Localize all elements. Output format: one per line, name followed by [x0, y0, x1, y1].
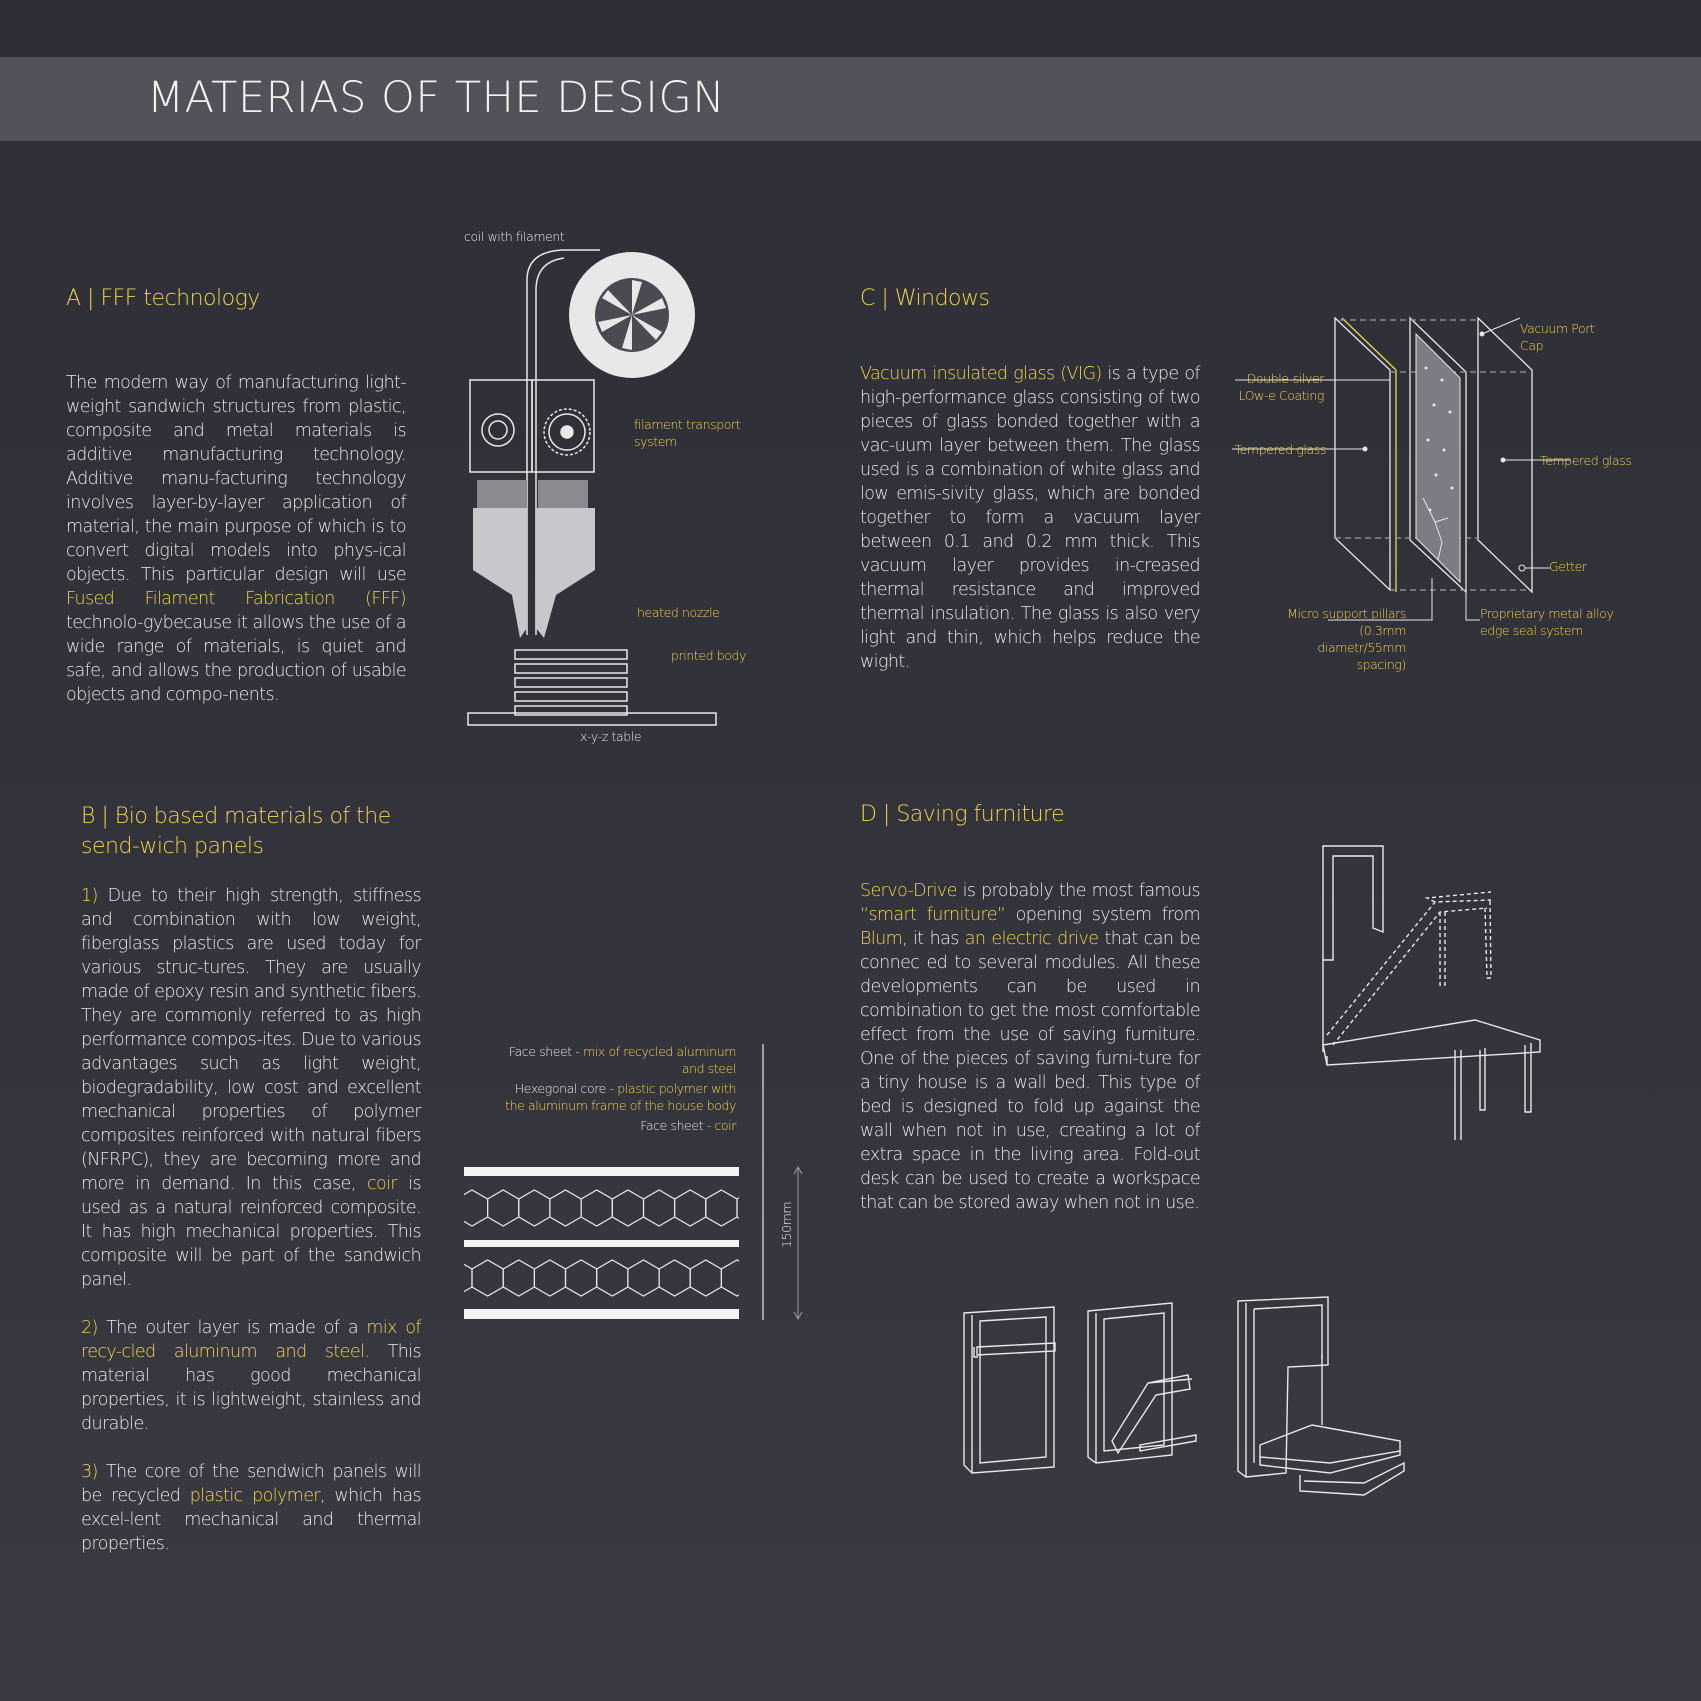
- hex-cell: [581, 1190, 612, 1226]
- section-b-p2: 2) The outer layer is made of a mix of recy-cled aluminum and steel. This material has good mechanical properties, it is lightweight, stainless and durable.: [81, 1318, 421, 1434]
- hex-cell: [472, 1260, 503, 1296]
- tempered-left-label: Tempered glass: [1234, 442, 1326, 457]
- section-a-text-post: technolo-gybecause it allows the use of a wide range of materials, is quiet and safe, and allows the production of usable objects and compo-nents.: [66, 613, 406, 705]
- hex-cell: [753, 1260, 784, 1296]
- transport-label: filament transport system: [634, 417, 741, 449]
- wall-bed-sequence-drawing: [960, 1295, 1410, 1515]
- hexagonal-core-label: Hexegonal core - plastic polymer with the aluminum frame of the house body: [505, 1081, 736, 1113]
- hex-cell: [441, 1260, 472, 1296]
- printed-label: printed body: [671, 648, 747, 663]
- hex-cell: [721, 1260, 752, 1296]
- hex-cell: [503, 1260, 534, 1296]
- hex-cell: [456, 1190, 487, 1226]
- hex-cell: [425, 1190, 456, 1226]
- title-banner: [0, 57, 1701, 141]
- vacuum-port-label: Vacuum Port Cap: [1520, 321, 1595, 353]
- table-label: x-y-z table: [580, 729, 642, 744]
- hex-cell: [706, 1190, 737, 1226]
- hex-cell: [534, 1260, 565, 1296]
- nozzle-label: heated nozzle: [637, 605, 720, 620]
- section-c-heading: C | Windows: [860, 286, 990, 311]
- fold-out-desk-drawing: [1315, 840, 1545, 1140]
- seal-label: Proprietary metal alloy edge seal system: [1480, 606, 1614, 638]
- coil-label: coil with filament: [464, 229, 565, 244]
- tempered-right-label: Tempered glass: [1540, 453, 1632, 468]
- fff-printer-diagram: [460, 240, 740, 740]
- page-title: MATERIAS OF THE DESIGN: [147, 73, 725, 123]
- section-a-highlight: Fused Filament Fabrication (FFF): [66, 589, 406, 609]
- section-d-text: Servo-Drive is probably the most famous “smart furniture” opening system from Blum, it has an electric drive that can be connec ed to several modules. All these developments can be used in combination to get the most comfortable effect from the use of saving furniture. One of the pieces of saving furni-ture for a tiny house is a wall bed. This type of bed is designed to fold up against the wall when not in use, creating a lot of extra space in the living area. Fold-out desk can be used to create a workspace that can be stored away when not in use.: [860, 881, 1201, 1213]
- sandwich-panel-diagram: [462, 1040, 812, 1330]
- hex-cell: [659, 1260, 690, 1296]
- dimension-label: 150mm: [779, 1201, 794, 1248]
- hex-cell: [550, 1190, 581, 1226]
- hex-cell: [644, 1190, 675, 1226]
- hex-cell: [519, 1190, 550, 1226]
- section-b-p3: 3) The core of the sendwich panels will be recycled plastic polymer, which has excel-lent mechanical and thermal properties.: [81, 1462, 422, 1554]
- pillars-label: Micro support pillars (0.3mm diametr/55mm spacing): [1287, 606, 1406, 672]
- section-b-p1: 1) Due to their high strength, stiffness and combination with low weight, fiberglass plastics are used today for various struc-tures. They are usually made of epoxy resin and synthetic fibers. They are commonly referred to as high performance compos-ites. Due to various advantages such as light weight, biodegradability, low cost and excellent mechanical properties of polymer composites reinforced with natural fibers (NFRPC), they are becoming more and more in demand. In this case, coir is used as a natural reinforced composite. It has high mechanical properties. This composite will be part of the sandwich panel.: [81, 886, 421, 1290]
- hex-cell: [690, 1260, 721, 1296]
- hex-cell: [488, 1190, 519, 1226]
- face-sheet-2-label: Face sheet - coir: [640, 1118, 736, 1133]
- section-a-heading: A | FFF technology: [66, 286, 260, 311]
- section-c-text: Vacuum insulated glass (VIG) is a type of high-performance glass consisting of two pieces of glass bonded together with a vac-uum layer between them. The glass used is a combination of white glass and low emis-sivity glass, which are bonded together to form a vacuum layer between 0.1 and 0.2 mm thick. This vacuum layer provides in-creased thermal resistance and improved thermal insulation. The glass is also very light and thin, which helps reduce the wight.: [860, 364, 1200, 672]
- hex-cell: [612, 1190, 643, 1226]
- hex-cell: [675, 1190, 706, 1226]
- hex-cell: [566, 1260, 597, 1296]
- section-d-heading: D | Saving furniture: [860, 802, 1065, 827]
- getter-label: Getter: [1549, 559, 1587, 574]
- hex-cell: [597, 1260, 628, 1296]
- section-a-text: [66, 371, 406, 707]
- section-a-text-pre: The modern way of manufacturing light-weight sandwich structures from plastic, composite and metal materials is additive manufacturing technology. Additive manu-facturing technology involves layer-by-layer application of material, the main purpose of which is to convert digital models into phys-ical objects. This particular design will use: [66, 373, 406, 585]
- section-b-text: [81, 884, 421, 1556]
- section-b-heading: B | Bio based materials of the send-wich panels: [81, 804, 391, 859]
- double-silver-label: Double-silver LOw-e Coating: [1238, 371, 1324, 403]
- hex-cell: [628, 1260, 659, 1296]
- face-sheet-1-label: Face sheet - mix of recycled aluminum and steel: [508, 1044, 736, 1076]
